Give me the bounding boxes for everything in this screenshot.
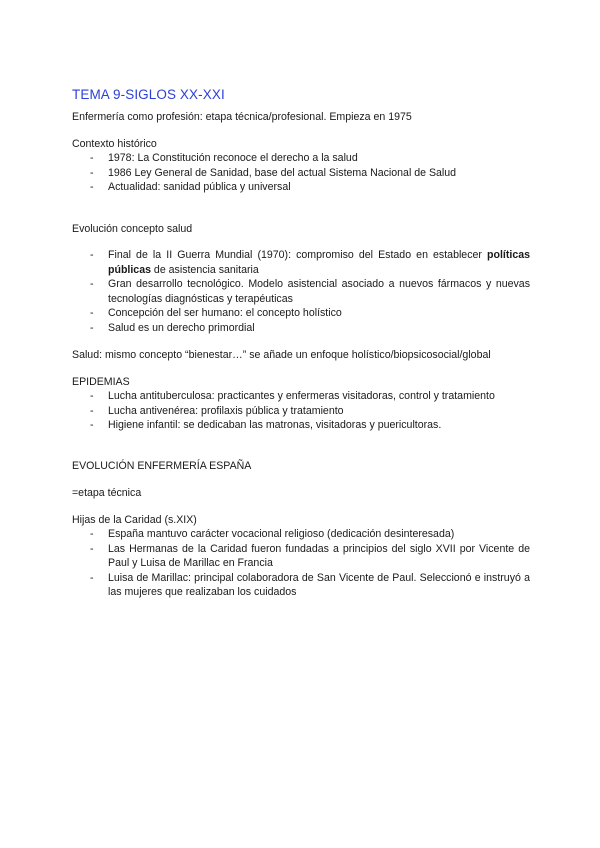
- bullet-dash: -: [90, 528, 94, 540]
- list-item: - Luisa de Marillac: principal colaboradora de San Vicente de Paul. Seleccionó e instruyó a las mujeres que realizaban los cuidados: [90, 571, 530, 598]
- list-item: - Actualidad: sanidad pública y universal: [90, 181, 291, 193]
- etapa-text: =etapa técnica: [72, 487, 142, 499]
- list-item: - Gran desarrollo tecnológico. Modelo asistencial asociado a nuevos fármacos y nuevas tecnologías diagnósticas y terapéuticas: [90, 278, 530, 305]
- list-item: - Las Hermanas de la Caridad fueron fundadas a principios del siglo XVII por Vicente de Paul y Luisa de Marillac en Francia: [90, 542, 530, 569]
- list-item: - Higiene infantil: se dedicaban las matronas, visitadoras y puericultoras.: [90, 419, 442, 431]
- list-item: - Final de la II Guerra Mundial (1970): compromiso del Estado en establecer políticas públicas de asistencia sanitaria: [90, 249, 530, 276]
- hijas-heading: Hijas de la Caridad (s.XIX): [72, 514, 197, 526]
- list-item: - Concepción del ser humano: el concepto holístico: [90, 307, 342, 319]
- page-title: TEMA 9-SIGLOS XX-XXI: [72, 87, 225, 102]
- contexto-heading: Contexto histórico: [72, 138, 157, 150]
- bullet-dash: -: [90, 307, 94, 319]
- intro-text: Enfermería como profesión: etapa técnica/profesional. Empieza en 1975: [72, 111, 412, 123]
- bullet-dash: -: [90, 571, 94, 584]
- evolucion-list: [72, 248, 530, 335]
- list-item: - 1986 Ley General de Sanidad, base del actual Sistema Nacional de Salud: [90, 166, 457, 179]
- bullet-dash: -: [90, 404, 94, 417]
- bullet-dash: -: [90, 419, 94, 431]
- list-item: - Salud es un derecho primordial: [90, 321, 255, 334]
- evolucion-heading: Evolución concepto salud: [72, 223, 193, 235]
- epidemias-heading: EPIDEMIAS: [72, 376, 130, 388]
- bullet-dash: -: [90, 278, 94, 290]
- salud-text: Salud: mismo concepto “bienestar…” se añade un enfoque holístico/biopsicosocial/global: [72, 349, 491, 361]
- hijas-list: [72, 527, 530, 600]
- bullet-dash: -: [90, 390, 94, 402]
- bullet-dash: -: [90, 166, 94, 179]
- list-item: - 1978: La Constitución reconoce el derecho a la salud: [90, 152, 358, 164]
- bullet-dash: -: [90, 249, 94, 261]
- bullet-dash: -: [90, 181, 94, 193]
- bullet-dash: -: [90, 542, 94, 555]
- epidemias-list: [72, 389, 530, 433]
- bullet-dash: -: [90, 152, 94, 164]
- evolucion-espana-heading: EVOLUCIÓN ENFERMERÍA ESPAÑA: [72, 460, 252, 472]
- list-item: - Lucha antituberculosa: practicantes y enfermeras visitadoras, control y tratamiento: [90, 390, 495, 402]
- bullet-dash: -: [90, 321, 94, 334]
- list-item: - España mantuvo carácter vocacional religioso (dedicación desinteresada): [90, 528, 455, 540]
- contexto-list: [72, 151, 530, 195]
- list-item: - Lucha antivenérea: profilaxis pública y tratamiento: [90, 404, 344, 417]
